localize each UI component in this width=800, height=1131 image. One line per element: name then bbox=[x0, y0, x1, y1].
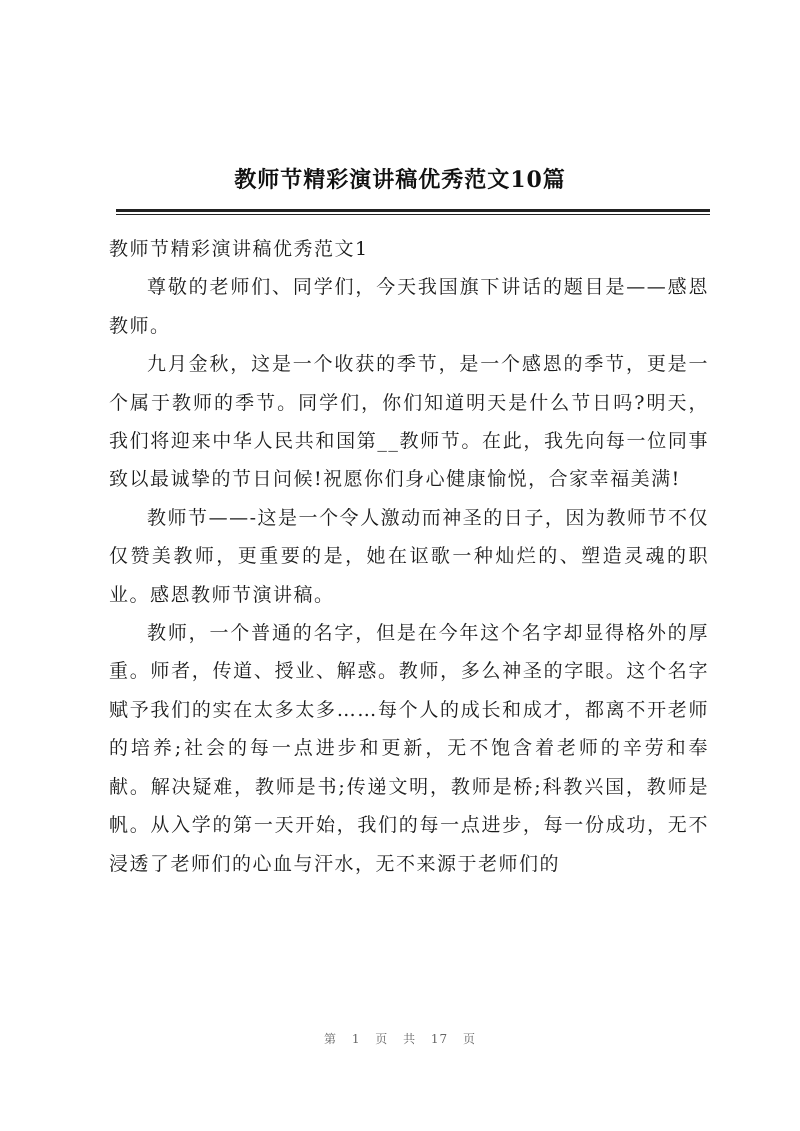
paragraph-3: 教师节——-这是一个令人激动而神圣的日子，因为教师节不仅仅赞美教师，更重要的是，她在讴歌一种灿烂的、塑造灵魂的职业。感恩教师节演讲稿。 bbox=[109, 506, 709, 606]
document-body bbox=[109, 230, 709, 883]
title-rule-thick bbox=[116, 209, 710, 212]
section-heading: 教师节精彩演讲稿优秀范文1 bbox=[109, 238, 369, 260]
page-title: 教师节精彩演讲稿优秀范文10篇 bbox=[234, 167, 566, 193]
page-footer: 第 1 页 共 17 页 bbox=[324, 1032, 476, 1046]
paragraph-4: 教师，一个普通的名字，但是在今年这个名字却显得格外的厚重。师者，传道、授业、解惑。教师，多么神圣的字眼。这个名字赋予我们的实在太多太多……每个人的成长和成才，都离不开老师的培养;社会的每一点进步和更新，无不饱含着老师的辛劳和奉献。解决疑难，教师是书;传递文明，教师是桥;科教兴国，教师是帆。从入学的第一天开始，我们的每一点进步，每一份成功，无不浸透了老师们的心血与汗水，无不来源于老师们的 bbox=[109, 622, 709, 875]
paragraph-1: 尊敬的老师们、同学们，今天我国旗下讲话的题目是——感恩教师。 bbox=[109, 276, 709, 337]
paragraph-2: 九月金秋，这是一个收获的季节，是一个感恩的季节，更是一个属于教师的季节。同学们，你们知道明天是什么节日吗?明天，我们将迎来中华人民共和国第__教师节。在此，我先向每一位同事致以最诚挚的节日问候!祝愿你们身心健康愉悦，合家幸福美满! bbox=[109, 353, 709, 491]
title-rule-thin bbox=[116, 214, 710, 215]
